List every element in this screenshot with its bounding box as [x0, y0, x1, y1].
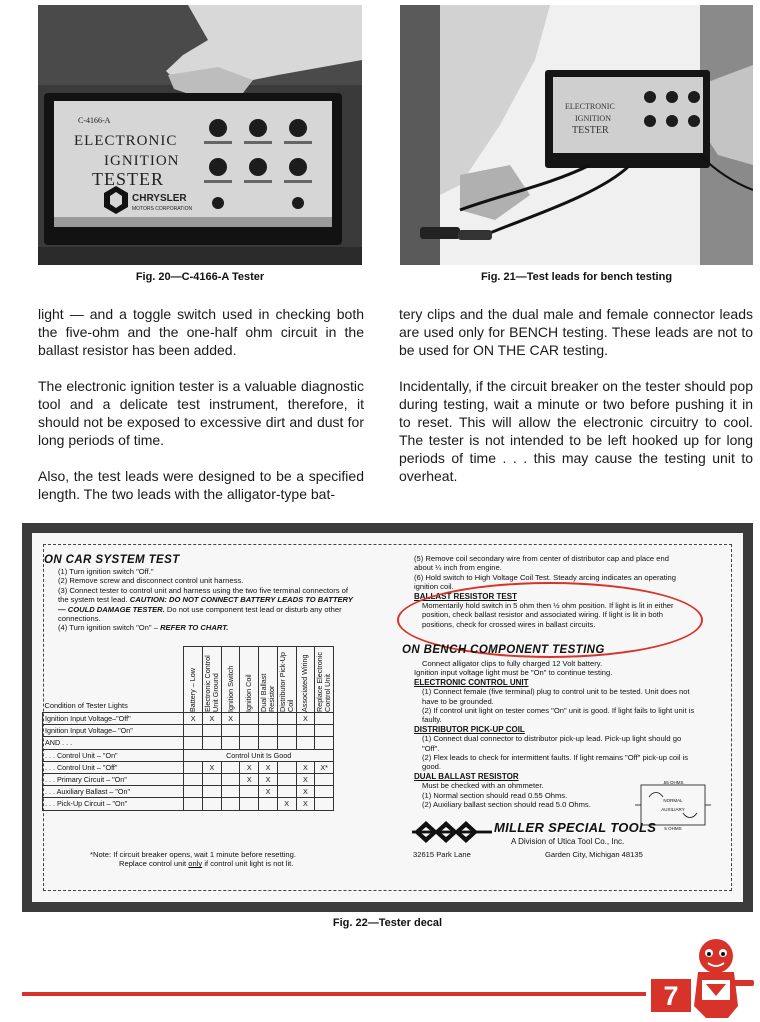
miller-logo-icon	[412, 817, 492, 847]
ecu-heading: ELECTRONIC CONTROL UNIT	[414, 677, 529, 687]
chart-cell	[203, 773, 222, 785]
chart-cell: X	[221, 713, 240, 725]
pickup-step: (1) Connect dual connector to distributor pick-up lead. Pick-up light should go "Off".	[422, 734, 682, 753]
tester-decal	[32, 533, 743, 902]
chart-cell: X	[240, 773, 259, 785]
tester-title-line2: IGNITION	[104, 153, 180, 169]
chart-cell	[277, 773, 296, 785]
ballast-test-heading: BALLAST RESISTOR TEST	[414, 591, 517, 601]
chart-row-label: . . . Primary Circuit – "On"	[43, 773, 184, 785]
switch-label-bottom: 5 OHMS	[664, 826, 682, 831]
tester-brand: CHRYSLER	[132, 193, 187, 204]
tester-photo	[38, 5, 362, 265]
paragraph: tery clips and the dual male and female connector leads are used only for BENCH testing. These leads are not to be used for ON THE CAR testing.	[399, 306, 753, 358]
chart-cell	[277, 761, 296, 773]
car-test-step4: (4) Turn ignition switch "On" –	[58, 623, 158, 633]
chart-row-label: Ignition Input Voltage– "On"	[43, 725, 184, 737]
body-column-left	[38, 305, 364, 521]
car-test-step: (2) Remove screw and disconnect control unit harness.	[58, 576, 244, 586]
car-system-test	[44, 554, 356, 633]
chart-cell	[184, 725, 203, 737]
mechanic-mascot-icon	[668, 936, 756, 1020]
tester-model-label: C-4166-A	[78, 116, 111, 125]
chart-cell: X	[203, 761, 222, 773]
miller-address	[413, 850, 703, 859]
paragraph: Also, the test leads were designed to be a specified length. The two leads with the alligator-type bat-	[38, 468, 364, 502]
page-number: 7	[663, 981, 679, 1011]
svg-text:TESTER: TESTER	[572, 125, 609, 136]
chart-cell: X	[296, 798, 315, 810]
chart-cell	[203, 798, 222, 810]
chart-column-header	[296, 647, 315, 713]
miller-city: Garden City, Michigan 48135	[545, 850, 643, 859]
body-column-right	[399, 305, 753, 503]
chart-cell	[221, 786, 240, 798]
pickup-heading: DISTRIBUTOR PICK-UP COIL	[414, 724, 525, 734]
chart-cell: X	[259, 773, 278, 785]
bench-intro: Connect alligator clips to fully charged 12 Volt battery.	[422, 659, 603, 668]
chart-note-line1: *Note: If circuit breaker opens, wait 1 minute before resetting.	[90, 850, 296, 859]
chart-cell	[203, 737, 222, 749]
tester-light-chart	[42, 646, 334, 811]
chart-column-label: Ignition Switch	[225, 665, 235, 712]
chart-cell	[240, 713, 259, 725]
chart-row-label: . . . Pick-Up Circuit – "On"	[43, 798, 184, 810]
chart-cell	[277, 713, 296, 725]
chart-cell	[240, 786, 259, 798]
chart-cell	[315, 798, 334, 810]
chart-note-emphasis: only	[188, 859, 203, 869]
chart-row	[43, 773, 334, 785]
chart-note-line2	[90, 859, 370, 868]
chart-cell	[296, 725, 315, 737]
chart-cell	[259, 713, 278, 725]
ecu-step: (2) If control unit light on tester comes "On" unit is good. If light fails to light unit is faulty.	[422, 706, 695, 725]
chart-header-row	[43, 647, 334, 713]
chart-row	[43, 725, 334, 737]
dual-ballast-step: (2) Auxiliary ballast section should read 5.0 Ohms.	[422, 800, 591, 810]
chart-cell: X	[240, 761, 259, 773]
test-leads-photo	[400, 5, 753, 265]
tester-title-line3: TESTER	[92, 169, 164, 189]
chart-cell	[184, 798, 203, 810]
switch-label-auxiliary: AUXILIARY	[661, 807, 685, 812]
ballast-test-body: Momentarily hold switch in 5 ohm then ½ ohm position. If light is lit in either position, check ballast resistor and associated wiring. If light is lit in both positions, check for crossed wires in ballast circuits.	[422, 601, 674, 629]
chart-cell: X	[277, 798, 296, 810]
chart-row	[43, 749, 334, 761]
miller-name: MILLER SPECIAL TOOLS	[494, 820, 657, 835]
chart-cell: X	[296, 761, 315, 773]
miller-division: A Division of Utica Tool Co., Inc.	[511, 837, 625, 846]
chart-row-label: . . . Control Unit – "Off"	[43, 761, 184, 773]
chart-cell: X	[259, 786, 278, 798]
switch-label-top: .55 OHMS	[662, 780, 684, 785]
chart-cell	[203, 725, 222, 737]
chart-cell	[221, 798, 240, 810]
chart-cell	[184, 761, 203, 773]
figure-21-caption: Fig. 21—Test leads for bench testing	[480, 271, 673, 283]
car-test-step	[44, 586, 356, 624]
chart-cell	[259, 737, 278, 749]
chart-row	[43, 713, 334, 725]
car-test-step6: (6) Hold switch to High Voltage Coil Test. Steady arcing indicates an operating ignition coil.	[414, 572, 676, 592]
chart-cell	[259, 798, 278, 810]
chart-cell	[221, 773, 240, 785]
chart-cell	[277, 786, 296, 798]
chart-cell	[221, 737, 240, 749]
svg-text:ELECTRONIC: ELECTRONIC	[565, 102, 615, 111]
chart-cell	[184, 773, 203, 785]
chart-column-header	[221, 647, 240, 713]
chart-cell: X	[296, 786, 315, 798]
chart-column-header	[277, 647, 296, 713]
chart-column-label: Battery – Low	[188, 668, 198, 712]
car-test-step	[44, 623, 356, 632]
chart-cell	[315, 725, 334, 737]
paragraph: The electronic ignition tester is a valuable diagnostic tool and a delicate test instrument, therefore, it should not be exposed to excessive dirt and dust for long periods of time.	[38, 378, 364, 448]
chart-note	[90, 850, 370, 869]
paragraph: light — and a toggle switch used in checking both the five-ohm and the one-half ohm circuit in the ballast resistor has been added.	[38, 306, 364, 358]
tester-title-line1: ELECTRONIC	[74, 133, 178, 149]
chart-cell	[240, 737, 259, 749]
car-test-heading: ON CAR SYSTEM TEST	[44, 554, 180, 566]
chart-column-header	[203, 647, 222, 713]
chart-cell: X	[203, 713, 222, 725]
chart-cell	[277, 725, 296, 737]
chart-column-header	[259, 647, 278, 713]
figure-22-caption: Fig. 22—Tester decal	[332, 917, 443, 929]
chart-note-line2a: Replace control unit	[119, 859, 187, 869]
chart-cell	[315, 737, 334, 749]
chart-column-header	[240, 647, 259, 713]
chart-cell: X*	[315, 761, 334, 773]
chart-cell	[277, 737, 296, 749]
chart-row	[43, 798, 334, 810]
dual-ballast-step: Must be checked with an ohmmeter.	[422, 781, 544, 791]
test-leads-photo-drawing	[400, 5, 753, 265]
figure-20-caption: Fig. 20—C-4166-A Tester	[135, 271, 265, 283]
switch-label-normal: NORMAL	[663, 798, 683, 803]
paragraph: Incidentally, if the circuit breaker on the tester should pop during testing, wait a minute or two before pushing it in to reset. This will allow the electronic circuitry to cool. The tester is not intended to be left hooked up for long periods of time . . . this may cause the testing unit to overheat.	[399, 378, 753, 484]
chart-cell	[315, 786, 334, 798]
bench-intro: Ignition input voltage light must be "On" to continue testing.	[414, 668, 613, 678]
chart-column-label: Electronic Control Unit Ground	[202, 655, 220, 712]
chart-row-label: . . . Control Unit – "On"	[43, 749, 184, 761]
chart-cell: X	[296, 773, 315, 785]
chart-cell: X	[296, 713, 315, 725]
chart-row-label: Ignition Input Voltage–"Off"	[43, 713, 184, 725]
car-test-refer: REFER TO CHART.	[160, 623, 229, 633]
chart-column-label: Distributor Pick-Up Coil	[277, 652, 295, 712]
chart-cell	[184, 786, 203, 798]
car-test-step5: (5) Remove coil secondary wire from center of distributor cap and place end about ¼ inch from engine.	[414, 554, 669, 573]
dual-ballast-step: (1) Normal section should read 0.55 Ohms.	[422, 790, 568, 800]
chart-cell	[315, 713, 334, 725]
chart-column-label: Dual Ballast Resistor	[258, 673, 276, 712]
chart-cell	[221, 761, 240, 773]
chart-row-label: AND . . .	[43, 737, 184, 749]
chart-column-label: Associated Wiring	[300, 654, 310, 712]
chart-cell	[184, 737, 203, 749]
decal-frame	[22, 523, 753, 912]
chart-note-line2c: if control unit light is not lit.	[204, 859, 294, 869]
car-test-step3: (3) Connect tester to control unit and harness using the two five terminal connectors of the system test lead.	[58, 585, 348, 605]
chart-column-label: Ignition Coil	[244, 674, 254, 712]
chart-column-header	[184, 647, 203, 713]
tester-brand-sub: MOTORS CORPORATION	[132, 206, 193, 212]
chart-body	[43, 713, 334, 811]
footer-red-rule	[22, 992, 646, 996]
chart-cell	[221, 725, 240, 737]
chart-row	[43, 761, 334, 773]
car-test-step3-cont: Do not use component test lead or disturb any other connections.	[58, 604, 342, 624]
chart-cell	[240, 798, 259, 810]
tester-photo-drawing	[38, 5, 362, 265]
chart-cell: X	[184, 713, 203, 725]
chart-cell	[240, 725, 259, 737]
chart-row-span: Control Unit Is Good	[184, 749, 334, 761]
car-test-caution: CAUTION: DO NOT CONNECT BATTERY LEADS TO BATTERY — COULD DAMAGE TESTER.	[58, 595, 353, 614]
svg-text:IGNITION: IGNITION	[575, 114, 611, 123]
chart-cell	[296, 737, 315, 749]
chart-cell: X	[259, 761, 278, 773]
chart-column-header	[315, 647, 334, 713]
car-test-step: (1) Turn ignition switch "Off."	[58, 567, 154, 576]
ecu-step: (1) Connect female (five terminal) plug to control unit to be tested. Unit does not have to be grounded.	[422, 687, 690, 706]
pickup-step: (2) Flex leads to check for intermittent faults. If light remains "Off" pick-up coil is good.	[422, 753, 689, 772]
miller-street: 32615 Park Lane	[413, 850, 471, 859]
chart-row	[43, 786, 334, 798]
chart-column-label: Replace Electronic Control Unit	[315, 652, 333, 712]
bench-test-heading: ON BENCH COMPONENT TESTING	[402, 644, 605, 656]
dual-ballast-heading: DUAL BALLAST RESISTOR	[414, 771, 519, 781]
chart-cell	[203, 786, 222, 798]
chart-row-label: . . . Auxiliary Ballast – "On"	[43, 786, 184, 798]
chart-cell	[315, 773, 334, 785]
chart-corner-label: Condition of Tester Lights	[43, 647, 184, 713]
chart-cell	[259, 725, 278, 737]
chart-row	[43, 737, 334, 749]
